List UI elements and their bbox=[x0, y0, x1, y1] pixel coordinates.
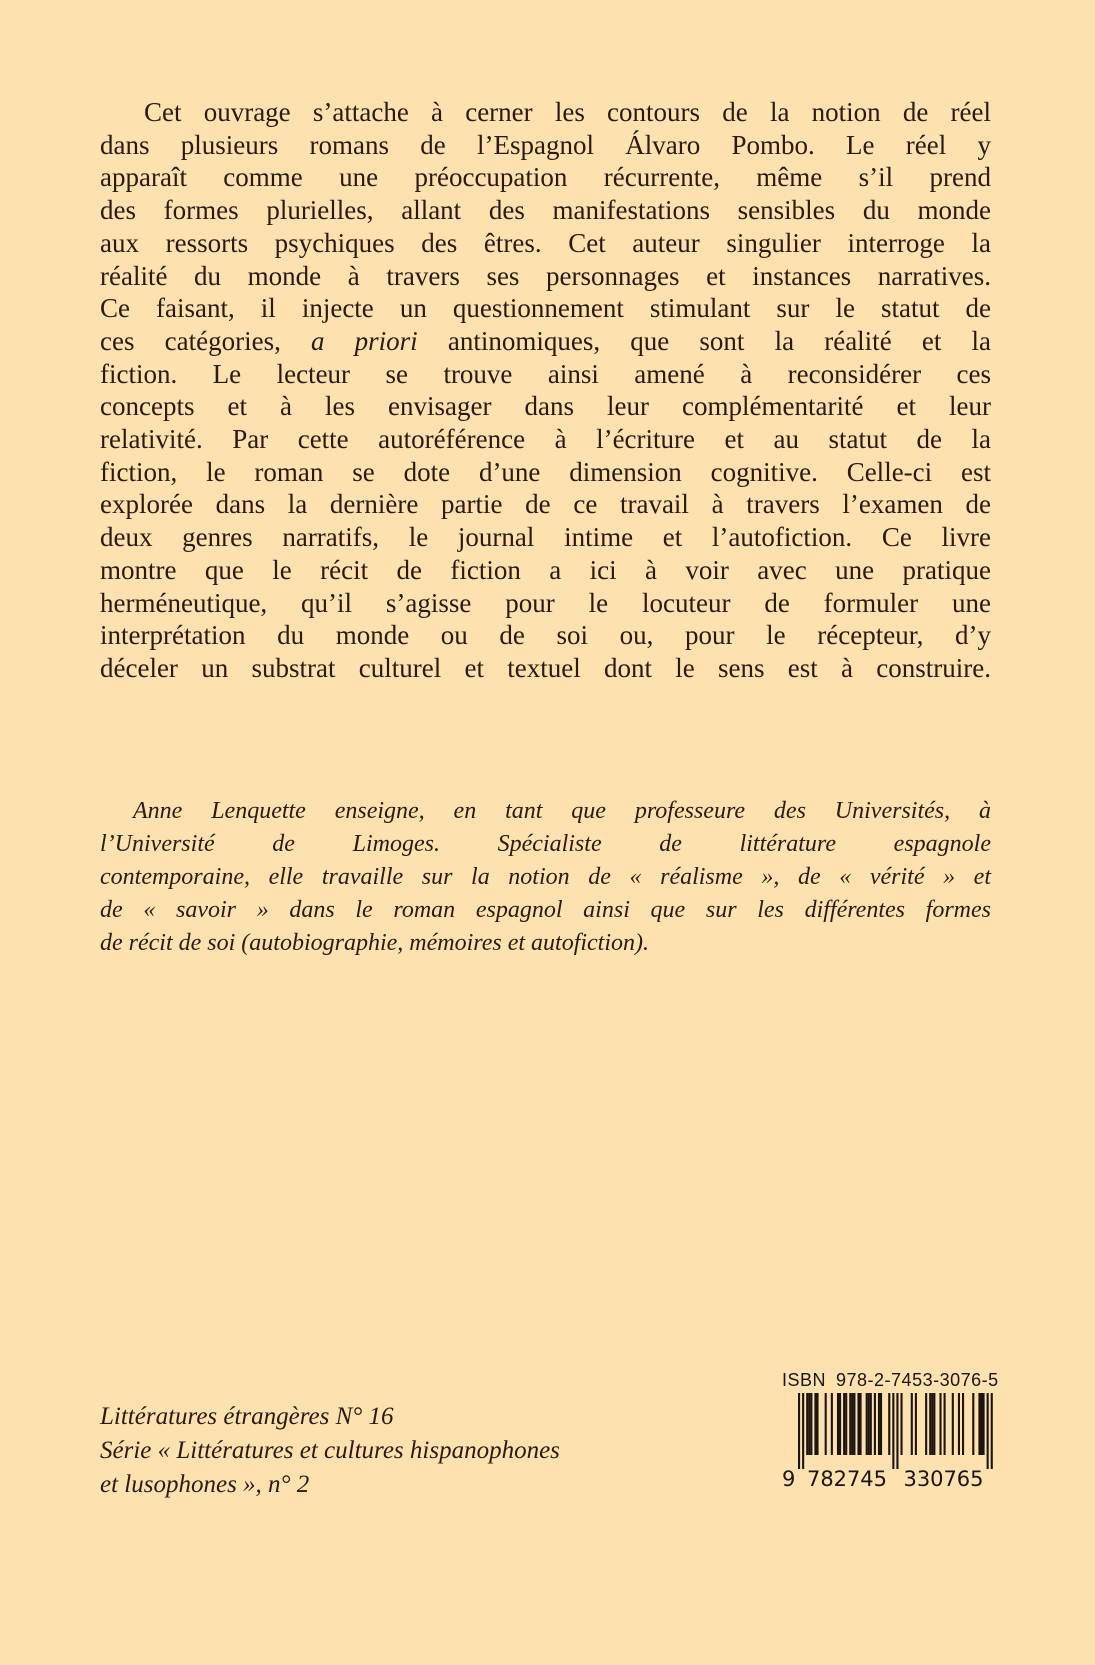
text-line: déceler un substrat culturel et textuel dont le sens est à construire. bbox=[100, 652, 991, 683]
svg-text:330765: 330765 bbox=[903, 1467, 984, 1489]
text-line: dans plusieurs romans de l’Espagnol Álvaro Pombo. Le réel y bbox=[100, 129, 991, 160]
text-line: l’Université de Limoges. Spécialiste de littérature espagnole bbox=[100, 831, 991, 857]
svg-text:9: 9 bbox=[782, 1467, 796, 1489]
svg-text:782745: 782745 bbox=[807, 1467, 887, 1489]
text-line: concepts et à les envisager dans leur complémentarité et leur bbox=[100, 391, 991, 422]
text-line: Ce faisant, il injecte un questionnement stimulant sur le statut de bbox=[100, 293, 991, 324]
series-info bbox=[100, 1400, 560, 1502]
synopsis-paragraph bbox=[100, 96, 991, 685]
text-line: interprétation du monde ou de soi ou, pour le récepteur, d’y bbox=[100, 620, 991, 651]
text-line: apparaît comme une préoccupation récurrente, même s’il prend bbox=[100, 162, 991, 193]
text-line: fiction, le roman se dote d’une dimension cognitive. Celle-ci est bbox=[100, 456, 991, 487]
text-line: des formes plurielles, allant des manifestations sensibles du monde bbox=[100, 195, 991, 226]
text-line: de « savoir » dans le roman espagnol ainsi que sur les différentes formes bbox=[100, 897, 991, 923]
text-line: deux genres narratifs, le journal intime et l’autofiction. Ce livre bbox=[100, 522, 991, 553]
text-line: fiction. Le lecteur se trouve ainsi amené à reconsidérer ces bbox=[100, 358, 991, 389]
text-line: et lusophones », n° 2 bbox=[100, 1471, 310, 1498]
text-line: explorée dans la dernière partie de ce travail à travers l’examen de bbox=[100, 489, 991, 520]
text-line: relativité. Par cette autoréférence à l’écriture et au statut de la bbox=[100, 424, 991, 455]
isbn-number: 978-2-7453-3076-5 bbox=[836, 1370, 999, 1390]
text-line: de récit de soi (autobiographie, mémoires et autofiction). bbox=[100, 930, 650, 956]
text-line: contemporaine, elle travaille sur la notion de « réalisme », de « vérité » et bbox=[100, 864, 991, 890]
text-line: ces catégories, a priori antinomiques, que sont la réalité et la bbox=[100, 325, 991, 356]
isbn-text bbox=[782, 1370, 998, 1391]
text-line: herméneutique, qu’il s’agisse pour le locuteur de formuler une bbox=[100, 587, 991, 618]
author-bio-paragraph bbox=[100, 795, 991, 960]
text-line: Série « Littératures et cultures hispanophones bbox=[100, 1437, 560, 1464]
text-line: montre que le récit de fiction a ici à voir avec une pratique bbox=[100, 554, 991, 585]
ean13-barcode bbox=[782, 1393, 998, 1489]
text-line: Littératures étrangères N° 16 bbox=[100, 1403, 394, 1430]
isbn-label: ISBN bbox=[782, 1370, 827, 1390]
text-line: aux ressorts psychiques des êtres. Cet auteur singulier interroge la bbox=[100, 227, 991, 258]
text-line: réalité du monde à travers ses personnages et instances narratives. bbox=[100, 260, 991, 291]
text-line: Cet ouvrage s’attache à cerner les contours de la notion de réel bbox=[144, 97, 991, 127]
text-line: Anne Lenquette enseigne, en tant que professeure des Universités, à bbox=[133, 798, 991, 824]
